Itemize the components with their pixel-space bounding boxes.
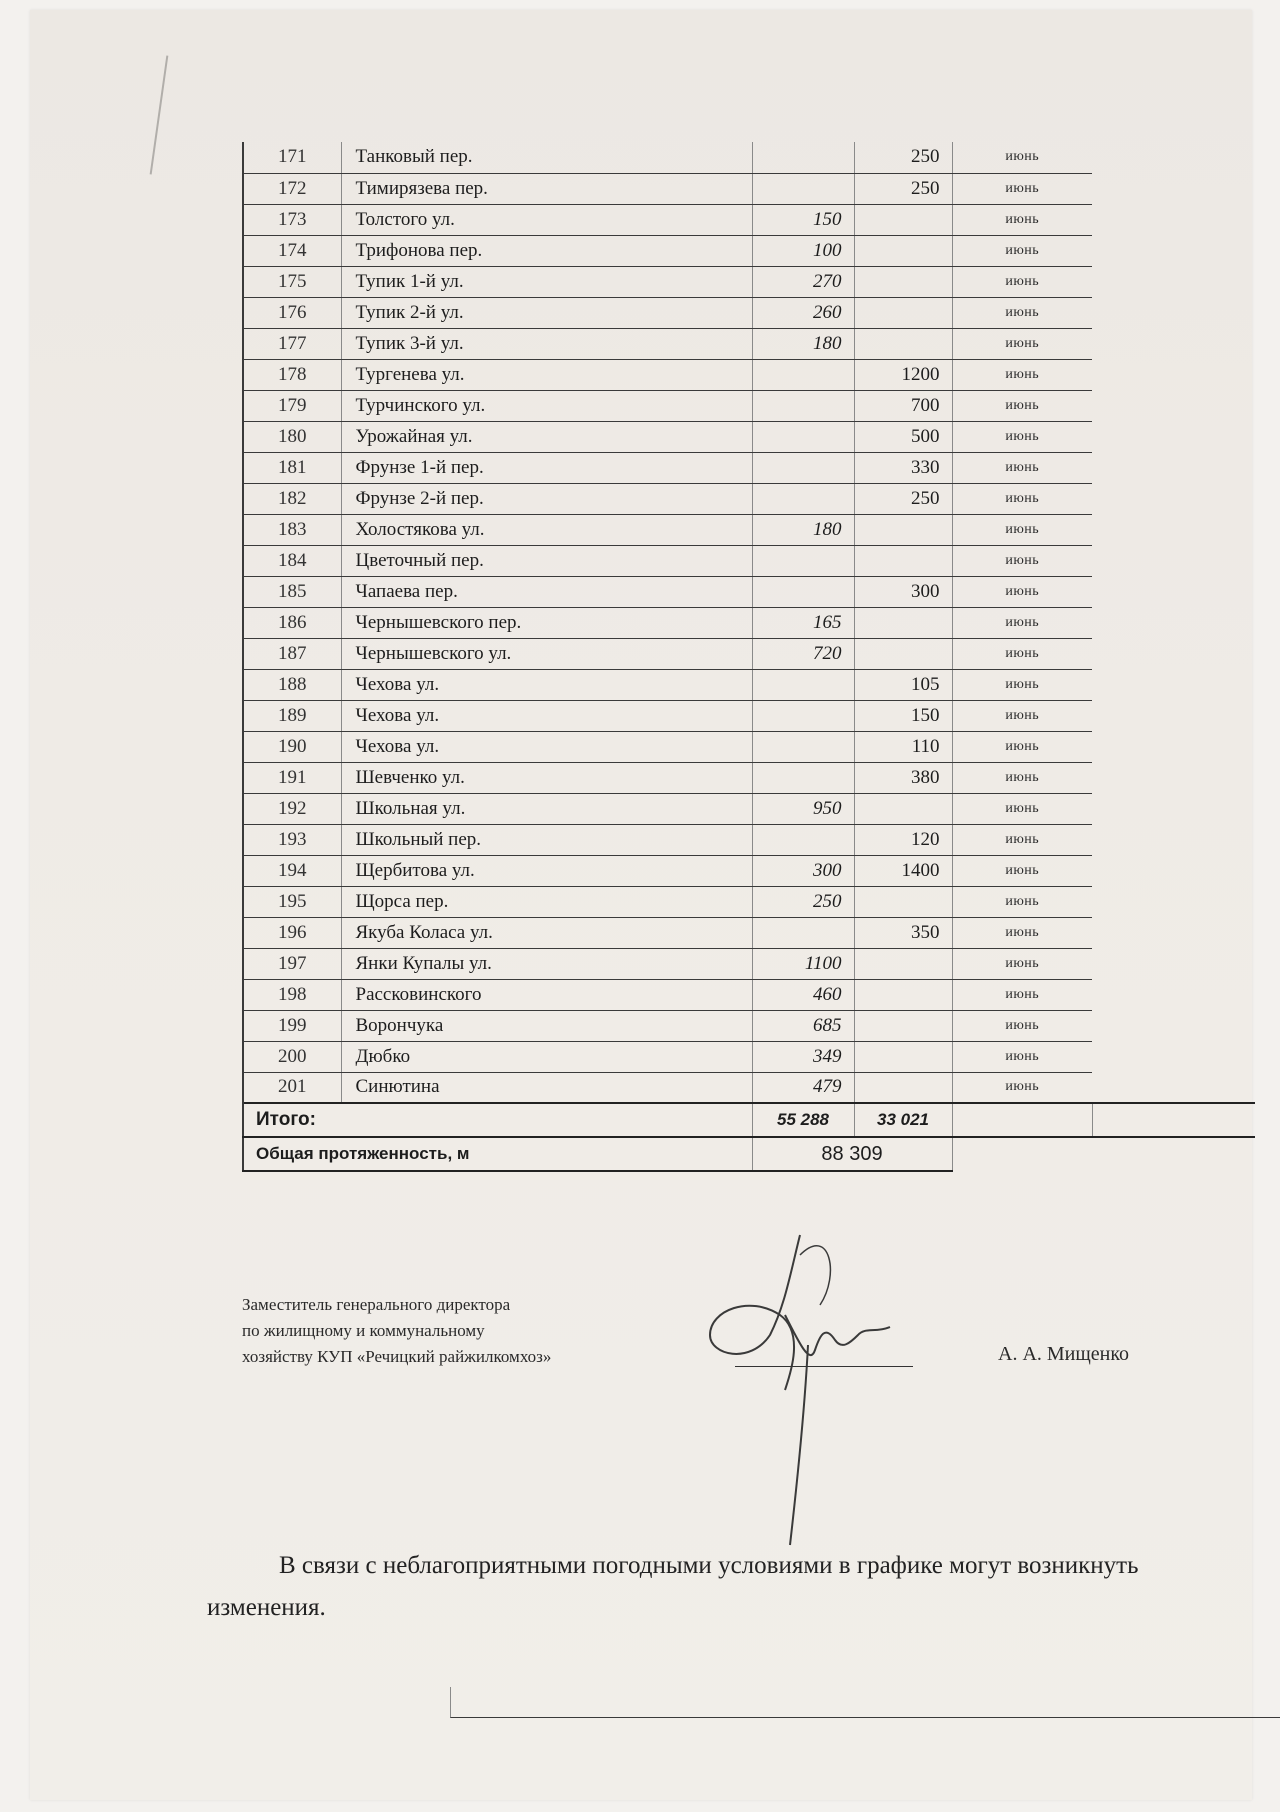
length-b [854,266,952,297]
scheduled-month: июнь [952,669,1092,700]
row-number: 178 [243,359,341,390]
length-a [752,452,854,483]
scheduled-month: июнь [952,886,1092,917]
page-crease [150,55,169,174]
length-b: 1400 [854,855,952,886]
row-number: 187 [243,638,341,669]
row-number: 176 [243,297,341,328]
totals-empty-cell [1092,1103,1255,1137]
length-a [752,359,854,390]
street-name: Чехова ул. [341,731,752,762]
length-b: 300 [854,576,952,607]
table-row [243,173,1255,204]
table-row [243,390,1255,421]
table-row [243,824,1255,855]
table-row [243,979,1255,1010]
table-row [243,421,1255,452]
street-name: Тупик 1-й ул. [341,266,752,297]
length-a [752,669,854,700]
scheduled-month: июнь [952,545,1092,576]
table-row [243,328,1255,359]
totals-empty-cell [952,1103,1092,1137]
street-name: Тупик 2-й ул. [341,297,752,328]
scheduled-month: июнь [952,235,1092,266]
scheduled-month: июнь [952,1041,1092,1072]
length-b: 350 [854,917,952,948]
length-b [854,514,952,545]
length-b: 700 [854,390,952,421]
street-name: Школьная ул. [341,793,752,824]
row-number: 193 [243,824,341,855]
length-b [854,948,952,979]
table-row [243,1072,1255,1103]
length-b: 380 [854,762,952,793]
length-a: 250 [752,886,854,917]
length-b [854,638,952,669]
row-number: 180 [243,421,341,452]
table-row [243,638,1255,669]
table-row [243,483,1255,514]
length-a [752,142,854,173]
table-row [243,731,1255,762]
table-row [243,359,1255,390]
length-b: 250 [854,142,952,173]
length-a [752,700,854,731]
table-row [243,576,1255,607]
length-b [854,1072,952,1103]
length-a: 720 [752,638,854,669]
length-b: 250 [854,173,952,204]
row-number: 173 [243,204,341,235]
grand-empty-cell [1092,1137,1255,1171]
street-name: Тупик 3-й ул. [341,328,752,359]
length-b [854,1041,952,1072]
length-b [854,607,952,638]
scheduled-month: июнь [952,638,1092,669]
row-number: 188 [243,669,341,700]
length-b: 120 [854,824,952,855]
scheduled-month: июнь [952,824,1092,855]
grand-total-value: 88 309 [752,1137,952,1171]
row-number: 190 [243,731,341,762]
length-a: 260 [752,297,854,328]
row-number: 201 [243,1072,341,1103]
scheduled-month: июнь [952,297,1092,328]
length-a [752,762,854,793]
row-number: 182 [243,483,341,514]
length-b [854,1010,952,1041]
length-a: 1100 [752,948,854,979]
length-a: 950 [752,793,854,824]
table-row [243,917,1255,948]
street-name: Цветочный пер. [341,545,752,576]
scheduled-month: июнь [952,390,1092,421]
table-row [243,1010,1255,1041]
table-row [243,855,1255,886]
table-row [243,452,1255,483]
scheduled-month: июнь [952,948,1092,979]
row-number: 181 [243,452,341,483]
table-row [243,204,1255,235]
length-a: 460 [752,979,854,1010]
table-row [243,793,1255,824]
weather-note: В связи с неблагоприятными погодными условиями в графике могут возникнуть изменения. [207,1552,1139,1621]
street-name: Холостякова ул. [341,514,752,545]
length-b: 150 [854,700,952,731]
row-number: 197 [243,948,341,979]
length-a: 165 [752,607,854,638]
row-number: 194 [243,855,341,886]
scheduled-month: июнь [952,204,1092,235]
street-name: Урожайная ул. [341,421,752,452]
row-number: 195 [243,886,341,917]
street-name: Толстого ул. [341,204,752,235]
length-a: 180 [752,514,854,545]
row-number: 185 [243,576,341,607]
table-row [243,762,1255,793]
table-row [243,700,1255,731]
street-name: Янки Купалы ул. [341,948,752,979]
length-a [752,576,854,607]
scheduled-month: июнь [952,917,1092,948]
street-name: Тимирязева пер. [341,173,752,204]
street-name: Танковый пер. [341,142,752,173]
street-name: Дюбко [341,1041,752,1072]
street-name: Чехова ул. [341,669,752,700]
length-a: 349 [752,1041,854,1072]
street-name: Шевченко ул. [341,762,752,793]
signatory-name: А. А. Мищенко [998,1343,1130,1365]
row-number: 174 [243,235,341,266]
totals-row [243,1103,1255,1137]
signatory-line-3: хозяйству КУП «Речицкий райжилкомхоз» [242,1347,552,1366]
totals-value-a: 55 288 [752,1103,854,1137]
length-a: 150 [752,204,854,235]
scheduled-month: июнь [952,762,1092,793]
scheduled-month: июнь [952,793,1092,824]
length-b: 1200 [854,359,952,390]
street-name: Якуба Коласа ул. [341,917,752,948]
row-number: 171 [243,142,341,173]
street-name: Турчинского ул. [341,390,752,421]
scheduled-month: июнь [952,173,1092,204]
row-number: 191 [243,762,341,793]
length-a [752,824,854,855]
scheduled-month: июнь [952,1072,1092,1103]
table-row [243,514,1255,545]
length-a: 685 [752,1010,854,1041]
street-name: Трифонова пер. [341,235,752,266]
length-a [752,731,854,762]
length-b: 110 [854,731,952,762]
row-number: 192 [243,793,341,824]
table-row [243,948,1255,979]
length-b: 105 [854,669,952,700]
length-b [854,235,952,266]
scheduled-month: июнь [952,979,1092,1010]
row-number: 183 [243,514,341,545]
row-number: 198 [243,979,341,1010]
scheduled-month: июнь [952,1010,1092,1041]
grand-total-row [243,1137,1255,1171]
row-number: 177 [243,328,341,359]
street-name: Щербитова ул. [341,855,752,886]
scheduled-month: июнь [952,452,1092,483]
street-name: Рассковинского [341,979,752,1010]
scheduled-month: июнь [952,483,1092,514]
street-name: Щорса пер. [341,886,752,917]
length-a [752,421,854,452]
street-name: Фрунзе 1-й пер. [341,452,752,483]
length-a [752,917,854,948]
schedule-table [242,142,1255,1172]
scheduled-month: июнь [952,266,1092,297]
signature-line [735,1366,913,1367]
scheduled-month: июнь [952,421,1092,452]
table-row [243,669,1255,700]
length-a [752,390,854,421]
table-row [243,266,1255,297]
scheduled-month: июнь [952,514,1092,545]
row-number: 184 [243,545,341,576]
totals-label: Итого: [243,1103,752,1137]
handwritten-signature [690,1215,920,1555]
table-row [243,545,1255,576]
row-number: 200 [243,1041,341,1072]
row-number: 175 [243,266,341,297]
row-number: 199 [243,1010,341,1041]
length-b [854,545,952,576]
length-b [854,204,952,235]
length-a: 180 [752,328,854,359]
table-row [243,297,1255,328]
table-row [243,886,1255,917]
street-name: Ворончука [341,1010,752,1041]
grand-empty-cell [952,1137,1092,1171]
scheduled-month: июнь [952,855,1092,886]
scheduled-month: июнь [952,576,1092,607]
length-b: 250 [854,483,952,514]
length-a [752,545,854,576]
notes-cell [450,1687,1280,1718]
row-number: 172 [243,173,341,204]
table-row [243,142,1255,173]
length-a: 100 [752,235,854,266]
street-name: Фрунзе 2-й пер. [341,483,752,514]
signatory-line-2: по жилищному и коммунальному [242,1321,485,1340]
scheduled-month: июнь [952,700,1092,731]
signatory-line-1: Заместитель генерального директора [242,1295,511,1314]
street-name: Чапаева пер. [341,576,752,607]
table-row [243,607,1255,638]
schedule-rows [243,142,1255,1103]
length-b: 500 [854,421,952,452]
table-row [243,1041,1255,1072]
street-name: Чернышевского пер. [341,607,752,638]
totals-value-b: 33 021 [854,1103,952,1137]
street-name: Чернышевского ул. [341,638,752,669]
signatory-title [242,1292,702,1370]
length-b: 330 [854,452,952,483]
scheduled-month: июнь [952,142,1092,173]
length-b [854,297,952,328]
row-number: 179 [243,390,341,421]
scheduled-month: июнь [952,328,1092,359]
length-a: 479 [752,1072,854,1103]
length-a: 300 [752,855,854,886]
street-name: Чехова ул. [341,700,752,731]
street-name: Синютина [341,1072,752,1103]
row-number: 196 [243,917,341,948]
length-b [854,979,952,1010]
length-b [854,328,952,359]
row-number: 189 [243,700,341,731]
scheduled-month: июнь [952,359,1092,390]
length-b [854,793,952,824]
length-b [854,886,952,917]
length-a [752,483,854,514]
street-name: Школьный пер. [341,824,752,855]
scheduled-month: июнь [952,607,1092,638]
length-a [752,173,854,204]
row-number: 186 [243,607,341,638]
grand-total-label: Общая протяженность, м [243,1137,752,1171]
length-a: 270 [752,266,854,297]
street-name: Тургенева ул. [341,359,752,390]
scheduled-month: июнь [952,731,1092,762]
table-row [243,235,1255,266]
